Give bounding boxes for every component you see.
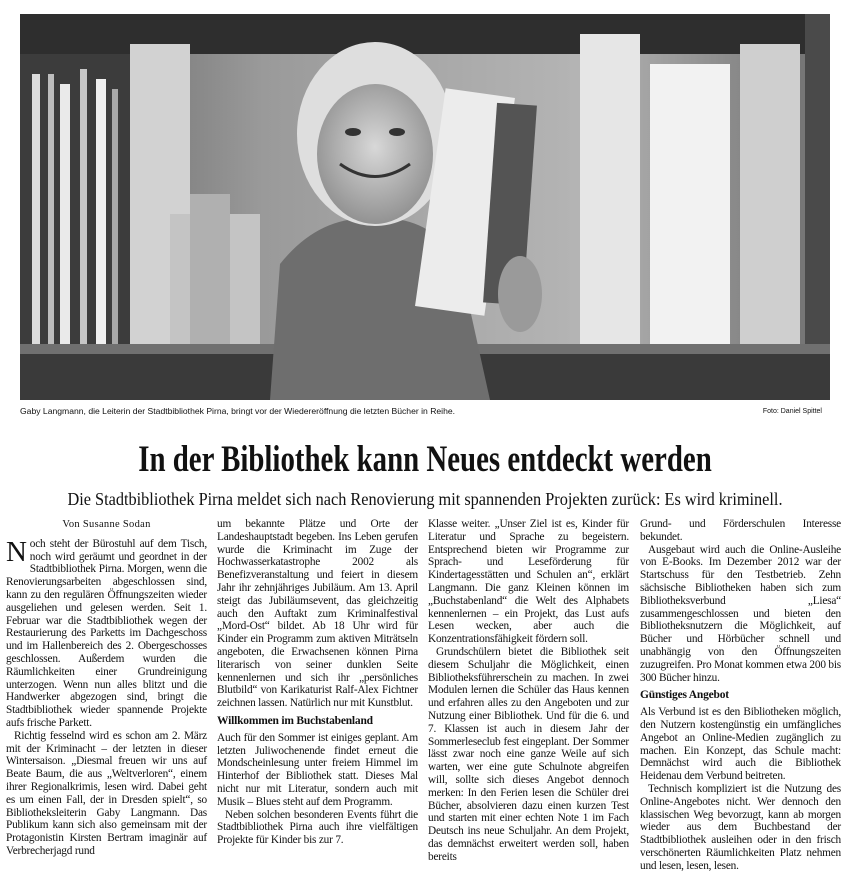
paragraph: Technisch kompliziert ist die Nutzung des Online-Angebotes nicht. Wer dennoch den klassischen Weg bevorzugt, kann ab morgen wieder aus dem Buchbestand der Stadtbibliothek ausleihen oder in den frisch verschönerten Räumlichkeiten Platz nehmen und lesen, lesen, lesen. — [640, 782, 841, 872]
photo-credit: Foto: Daniel Spittel — [762, 408, 822, 415]
article-column-3 — [428, 518, 629, 864]
section-subheading: Günstiges Angebot — [640, 689, 729, 702]
article-column-2 — [217, 518, 418, 847]
paragraph — [6, 535, 207, 730]
paragraph: Neben solchen besonderen Events führt die Stadtbibliothek Pirna auch ihre vielfältigen Projekte für Kinder bis zur 7. — [217, 808, 418, 847]
paragraph: Klasse weiter. „Unser Ziel ist es, Kinder für Literatur und Sprache zu begeistern. Entsprechend bieten wir Programme zur Sprach- und Leseförderung für Kindertagesstätten und Schulen an“, erklärt Langmann. Die ganz Kleinen können im „Buchstabenland“ die Welt des Alphabets kennenlernen – ein Projekt, das Lust aufs Lesen wecken, aber auch die Konzentrationsfähigkeit fördern soll. — [428, 518, 629, 646]
paragraph: um bekannte Plätze und Orte der Landeshauptstadt begeben. Ins Leben gerufen wurde die Kriminacht im Zuge der Hochwasserkatastrophe 2002 als Benefizveranstaltung und feiert in diesem Jahr ihr zehnjähriges Jubiläum. Am 13. April steigt das Jubiläumsevent, das gleichzeitig auch den Auftakt zum Kriminalfestival „Mord-Ost“ bildet. Ab 18 Uhr wird für Kinder ein Programm zum aktiven Miträtseln angeboten, die Erwachsenen können Pirna literarisch von seiner dunklen Seite kennenlernen und sich ihr „persönliches Blutbild“ von Karikaturist Ralf-Alex Fichtner zeichnen lassen. Natürlich nur mit Kunstblut. — [217, 518, 418, 710]
article-column-4 — [640, 518, 841, 873]
article-column-1 — [6, 518, 207, 858]
article-subheadline: Die Stadtbibliothek Pirna meldet sich nach Renovierung mit spannenden Projekten zurück: Es wird kriminell. — [67, 489, 783, 509]
paragraph-text: och steht der Bürostuhl auf dem Tisch, noch wird geräumt und geordnet in der Stadtbibliothek Pirna. Morgen, wenn die Renovierungsarbeiten abgeschlossen sind, kann zu den regulären Öffnungszeiten wieder ausgeliehen und gelesen werden. Seit 1. Februar war die Stadtbibliothek wegen der Restaurierung des Parketts im Dachgeschoss und im Hallenbereich des 2. Obergeschosses geschlossen. Außerdem wurden die Räumlichkeiten einer Grundreinigung unterzogen. Wenn nun alles blitzt und die Handwerker abgezogen sind, bringt die Stadtbibliothek wieder spannende Projekte aufs frische Parkett. — [6, 537, 207, 729]
paragraph: Grundschülern bietet die Bibliothek seit diesem Schuljahr die Möglichkeit, einen Bibliotheksführerschein zu machen. In zwei Modulen lernen die Schüler das Haus kennen und erfahren alles zu den Angeboten und zur Nutzung einer Bibliothek. Und für die 6. und 7. Klassen ist auch in diesem Jahr der Sommerleseclub fest eingeplant. Der Sommer lässt zwar noch eine ganze Weile auf sich warten, wer eine gute Schulnote abgreifen will, sollte sich dieses Angebot dennoch merken: In den Ferien lesen die Schüler drei Bücher, absolvieren dazu einen kurzen Test und starten mit einer echten Note 1 im Fach Deutsch ins neue Schuljahr. An dem Projekt, das demnächst erweitert werden soll, haben bereits — [428, 645, 629, 863]
section-subheading: Willkommen im Buchstabenland — [217, 714, 373, 727]
drop-cap: N — [6, 535, 27, 568]
article-photo — [20, 14, 830, 400]
paragraph: Ausgebaut wird auch die Online-Ausleihe von E-Books. Im Dezember 2012 war der Startschuss für den Testbetrieb. Zehn sächsische Bibliotheken haben sich zum Bibliotheksverbund „Liesa“ zusammengeschlossen und bieten den Bibliotheksnutzern die Möglichkeit, auf Bücher und Hörbücher schnell und unabhängig von den Öffnungszeiten zuzugreifen. Pro Monat kommen etwa 200 bis 300 Bücher hinzu. — [640, 543, 841, 684]
article-headline: In der Bibliothek kann Neues entdeckt werden — [138, 439, 712, 480]
paragraph: Als Verbund ist es den Bibliotheken möglich, den Nutzern kostengünstig ein umfängliches Angebot an Online-Medien zugänglich zu machen. Ein Konzept, das Schule macht: Demnächst wird auch die Bibliothek Heidenau dem Verbund beitreten. — [640, 706, 841, 783]
byline: Von Susanne Sodan — [62, 519, 151, 530]
photo-image — [20, 14, 830, 400]
paragraph: Auch für den Sommer ist einiges geplant. Am letzten Juliwochenende findet erneut die Mondscheinlesung unter freiem Himmel im Hinterhof der Bibliothek statt. Dieses Mal nicht nur mit Literatur, sondern auch mit Musik – Blues steht auf dem Programm. — [217, 731, 418, 808]
paragraph: Richtig fesselnd wird es schon am 2. März mit der Kriminacht – der letzten in dieser Wintersaison. „Diesmal freuen wir uns auf Beate Baum, die aus „Weltverloren“, einem ihrer Regionalkrimis, lesen wird. Dabei geht es um einen Fall, der in Dresden spielt“, so Bibliotheksleiterin Gaby Langmann. Das Publikum kann sich also gemeinsam mit der Protagonistin Kirsten Bertram imaginär auf Verbrecherjagd rund — [6, 729, 207, 857]
paragraph: Grund- und Förderschulen Interesse bekundet. — [640, 518, 841, 543]
photo-caption: Gaby Langmann, die Leiterin der Stadtbibliothek Pirna, bringt vor der Wiedereröffnung die letzten Bücher in Reihe. — [20, 406, 456, 416]
